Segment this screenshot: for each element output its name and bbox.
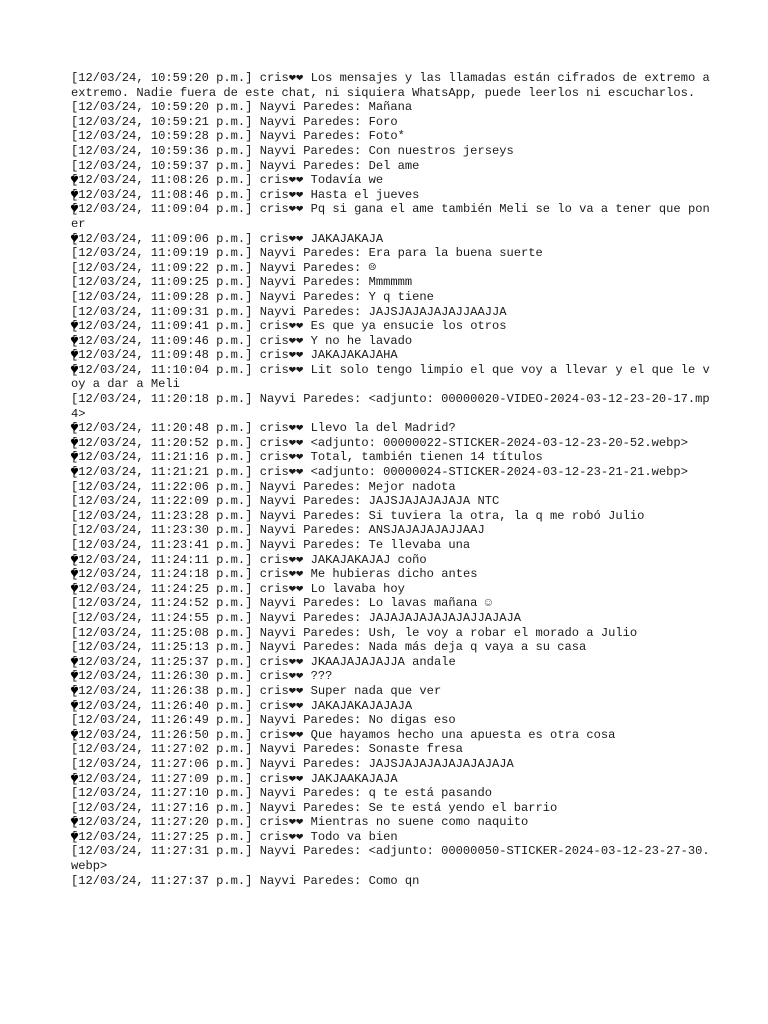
message-sender: cris❤❤ — [259, 71, 304, 85]
chat-message — [71, 246, 711, 261]
message-text: Total, también tienen 14 títulos — [310, 450, 543, 465]
chat-message — [71, 421, 711, 436]
message-timestamp: [12/03/24, 11:27:02 p.m.] — [71, 742, 253, 757]
message-timestamp: [12/03/24, 11:09:48 p.m.] — [71, 348, 253, 363]
message-sender: cris❤❤ — [259, 187, 304, 202]
chat-message — [71, 786, 711, 801]
chat-message — [71, 596, 711, 611]
chat-message — [71, 728, 711, 743]
message-sender: Nayvi Paredes: — [259, 479, 362, 494]
message-text: JAJSJAJAJAJAJA NTC — [368, 494, 500, 509]
message-sender: Nayvi Paredes: — [259, 625, 362, 640]
message-sender: Nayvi Paredes: — [259, 494, 362, 509]
message-text: Que hayamos hecho una apuesta es otra cosa — [310, 727, 616, 742]
message-sender: cris❤❤ — [259, 319, 304, 334]
message-text: Hasta el jueves — [310, 187, 420, 202]
message-sender: cris❤❤ — [259, 683, 304, 698]
chat-message — [71, 450, 711, 465]
chat-message — [71, 523, 711, 538]
message-text: <adjunto: 00000024-STICKER-2024-03-12-23-21-21.webp> — [310, 465, 688, 480]
message-text: <adjunto: 00000022-STICKER-2024-03-12-23-20-52.webp> — [310, 435, 688, 450]
message-text: JAKAJAKAJAJ coño — [310, 552, 427, 567]
message-text: q te está pasando — [368, 786, 492, 801]
heart-marker-icon — [70, 655, 79, 671]
chat-message — [71, 611, 711, 626]
message-text: JAKAJAKAJA — [310, 231, 384, 246]
message-sender: Nayvi Paredes: — [259, 289, 362, 304]
message-timestamp: [12/03/24, 11:09:19 p.m.] — [71, 246, 253, 261]
message-sender: cris❤❤ — [259, 771, 304, 786]
message-sender: Nayvi Paredes: — [259, 844, 362, 859]
message-sender: cris❤❤ — [259, 435, 304, 450]
message-sender: Nayvi Paredes: — [259, 114, 362, 129]
message-timestamp: [12/03/24, 11:20:48 p.m.] — [71, 421, 253, 436]
message-text: <adjunto: 00000020-VIDEO-2024-03-12-23-20-17.mp4> — [71, 392, 710, 421]
message-timestamp: [12/03/24, 11:21:21 p.m.] — [71, 465, 253, 480]
message-sender: cris❤❤ — [259, 581, 304, 596]
message-text: ANSJAJAJAJAJJAAJ — [368, 523, 485, 538]
message-text: Todo va bien — [310, 829, 398, 844]
message-timestamp: [12/03/24, 11:25:37 p.m.] — [71, 654, 253, 669]
chat-message — [71, 830, 711, 845]
message-text: Y no he lavado — [310, 333, 413, 348]
message-timestamp: [12/03/24, 11:27:06 p.m.] — [71, 756, 253, 771]
chat-message — [71, 319, 711, 334]
chat-message — [71, 465, 711, 480]
heart-marker-icon — [70, 699, 79, 715]
message-text: JAJSJAJAJAJAJJAAJJA — [368, 304, 507, 319]
message-timestamp: [12/03/24, 11:26:38 p.m.] — [71, 683, 253, 698]
message-timestamp: [12/03/24, 11:21:16 p.m.] — [71, 450, 253, 465]
chat-message — [71, 173, 711, 188]
message-text: Me hubieras dicho antes — [310, 567, 478, 582]
chat-message — [71, 261, 711, 276]
message-sender: Nayvi Paredes: — [259, 873, 362, 888]
message-timestamp: [12/03/24, 11:22:09 p.m.] — [71, 494, 253, 509]
heart-marker-icon — [70, 188, 79, 204]
message-text: Pq si gana el ame también Meli se lo va a tener que poner — [71, 202, 710, 231]
message-text: Es que ya ensucie los otros — [310, 319, 507, 334]
message-text: Todavía we — [310, 173, 384, 188]
chat-message — [71, 436, 711, 451]
message-text: Mejor nadota — [368, 479, 456, 494]
message-text: ??? — [310, 669, 333, 684]
message-sender: cris❤❤ — [259, 231, 304, 246]
message-sender: Nayvi Paredes: — [259, 610, 362, 625]
chat-message — [71, 553, 711, 568]
chat-message — [71, 188, 711, 203]
message-timestamp: [12/03/24, 11:24:11 p.m.] — [71, 552, 253, 567]
message-timestamp: [12/03/24, 10:59:20 p.m.] — [71, 71, 253, 85]
message-timestamp: [12/03/24, 11:08:46 p.m.] — [71, 187, 253, 202]
message-timestamp: [12/03/24, 11:26:49 p.m.] — [71, 713, 253, 728]
message-sender: Nayvi Paredes: — [259, 158, 362, 173]
chat-message — [71, 655, 711, 670]
heart-marker-icon — [70, 421, 79, 437]
message-timestamp: [12/03/24, 11:09:04 p.m.] — [71, 202, 253, 217]
chat-message — [71, 392, 711, 421]
message-sender: cris❤❤ — [259, 698, 304, 713]
message-text: Mmmmmm — [368, 275, 413, 290]
chat-message — [71, 713, 711, 728]
message-sender: Nayvi Paredes: — [259, 275, 362, 290]
chat-message — [71, 159, 711, 174]
heart-marker-icon — [70, 582, 79, 598]
chat-message — [71, 480, 711, 495]
message-timestamp: [12/03/24, 10:59:21 p.m.] — [71, 114, 253, 129]
message-sender: cris❤❤ — [259, 450, 304, 465]
message-timestamp: [12/03/24, 11:22:06 p.m.] — [71, 479, 253, 494]
message-sender: Nayvi Paredes: — [259, 143, 362, 158]
chat-message — [71, 772, 711, 787]
message-timestamp: [12/03/24, 11:09:22 p.m.] — [71, 260, 253, 275]
message-text: Super nada que ver — [310, 683, 442, 698]
message-text: JAKJAAKAJAJA — [310, 771, 398, 786]
message-text: Mientras no suene como naquito — [310, 815, 529, 830]
message-sender: cris❤❤ — [259, 333, 304, 348]
message-timestamp: [12/03/24, 11:27:16 p.m.] — [71, 800, 253, 815]
message-timestamp: [12/03/24, 11:27:09 p.m.] — [71, 771, 253, 786]
message-text: Era para la buena suerte — [368, 246, 543, 261]
message-text: ☹ — [368, 260, 376, 275]
message-sender: Nayvi Paredes: — [259, 304, 362, 319]
chat-message — [71, 100, 711, 115]
heart-marker-icon — [70, 348, 79, 364]
message-timestamp: [12/03/24, 11:09:46 p.m.] — [71, 333, 253, 348]
message-timestamp: [12/03/24, 11:09:41 p.m.] — [71, 319, 253, 334]
message-timestamp: [12/03/24, 10:59:37 p.m.] — [71, 158, 253, 173]
message-timestamp: [12/03/24, 11:20:18 p.m.] — [71, 392, 253, 407]
message-sender: cris❤❤ — [259, 421, 304, 436]
message-text: Con nuestros jerseys — [368, 143, 514, 158]
message-sender: Nayvi Paredes: — [259, 596, 362, 611]
message-sender: cris❤❤ — [259, 465, 304, 480]
message-timestamp: [12/03/24, 11:27:10 p.m.] — [71, 786, 253, 801]
message-timestamp: [12/03/24, 11:09:25 p.m.] — [71, 275, 253, 290]
message-sender: Nayvi Paredes: — [259, 392, 362, 407]
chat-message — [71, 699, 711, 714]
heart-marker-icon — [70, 450, 79, 466]
message-timestamp: [12/03/24, 11:23:41 p.m.] — [71, 538, 253, 552]
heart-marker-icon — [70, 436, 79, 452]
chat-log — [71, 71, 717, 888]
heart-marker-icon — [70, 465, 79, 481]
message-timestamp: [12/03/24, 11:27:25 p.m.] — [71, 829, 253, 844]
message-timestamp: [12/03/24, 11:24:18 p.m.] — [71, 567, 253, 582]
heart-marker-icon — [70, 830, 79, 846]
heart-marker-icon — [70, 319, 79, 335]
chat-message — [71, 567, 711, 582]
chat-message — [71, 202, 711, 231]
message-text: JAJAJAJAJAJAJAJJAJAJA — [368, 610, 521, 625]
message-text: Foro — [368, 114, 398, 129]
message-sender: Nayvi Paredes: — [259, 100, 362, 115]
message-sender: cris❤❤ — [259, 362, 304, 377]
message-sender: Nayvi Paredes: — [259, 523, 362, 538]
message-text: Llevo la del Madrid? — [310, 421, 456, 436]
message-timestamp: [12/03/24, 11:20:52 p.m.] — [71, 435, 253, 450]
message-timestamp: [12/03/24, 11:08:26 p.m.] — [71, 173, 253, 188]
heart-marker-icon — [70, 363, 79, 379]
message-timestamp: [12/03/24, 11:09:06 p.m.] — [71, 231, 253, 246]
message-sender: cris❤❤ — [259, 654, 304, 669]
chat-message — [71, 363, 711, 392]
message-sender: cris❤❤ — [259, 727, 304, 742]
chat-message — [71, 844, 711, 873]
message-timestamp: [12/03/24, 11:23:30 p.m.] — [71, 523, 253, 538]
message-sender: cris❤❤ — [259, 173, 304, 188]
message-text: <adjunto: 00000050-STICKER-2024-03-12-23-27-30.webp> — [71, 844, 710, 874]
message-text: Te llevaba una — [368, 538, 471, 552]
message-text: Si tuviera la otra, la q me robó Julio — [368, 508, 645, 523]
message-timestamp: [12/03/24, 11:09:31 p.m.] — [71, 304, 253, 319]
message-text: Como qn — [368, 873, 420, 888]
heart-marker-icon — [70, 728, 79, 744]
heart-marker-icon — [70, 684, 79, 700]
message-sender: Nayvi Paredes: — [259, 246, 362, 261]
message-sender: Nayvi Paredes: — [259, 800, 362, 815]
message-text: Lo lavaba hoy — [310, 581, 405, 596]
chat-message — [71, 115, 711, 130]
message-timestamp: [12/03/24, 11:10:04 p.m.] — [71, 362, 253, 377]
message-sender: cris❤❤ — [259, 567, 304, 582]
message-sender: Nayvi Paredes: — [259, 508, 362, 523]
chat-message — [71, 129, 711, 144]
message-sender: Nayvi Paredes: — [259, 129, 362, 144]
message-timestamp: [12/03/24, 10:59:36 p.m.] — [71, 143, 253, 158]
message-timestamp: [12/03/24, 11:27:20 p.m.] — [71, 815, 253, 830]
message-text: Lo lavas mañana ☺ — [368, 596, 492, 611]
heart-marker-icon — [70, 567, 79, 583]
message-text: JAKAJAKAJAJAJA — [310, 698, 413, 713]
heart-marker-icon — [70, 173, 79, 189]
message-sender: cris❤❤ — [259, 348, 304, 363]
chat-message — [71, 640, 711, 655]
chat-message — [71, 305, 711, 320]
chat-message — [71, 334, 711, 349]
message-text: Foto* — [368, 129, 405, 144]
heart-marker-icon — [70, 232, 79, 248]
message-text: Lit solo tengo limpio el que voy a llevar y el que le voy a dar a Meli — [71, 362, 710, 392]
chat-message — [71, 684, 711, 699]
message-sender: cris❤❤ — [259, 552, 304, 567]
message-sender: Nayvi Paredes: — [259, 756, 362, 771]
message-text: Y q tiene — [368, 289, 434, 304]
message-timestamp: [12/03/24, 11:24:55 p.m.] — [71, 610, 253, 625]
message-sender: Nayvi Paredes: — [259, 260, 362, 275]
message-sender: Nayvi Paredes: — [259, 742, 362, 757]
message-text: Del ame — [368, 158, 420, 173]
message-sender: cris❤❤ — [259, 669, 304, 684]
heart-marker-icon — [70, 553, 79, 569]
message-text: Se te está yendo el barrio — [368, 800, 558, 815]
chat-message — [71, 582, 711, 597]
message-sender: cris❤❤ — [259, 829, 304, 844]
message-timestamp: [12/03/24, 11:23:28 p.m.] — [71, 508, 253, 523]
message-timestamp: [12/03/24, 11:24:25 p.m.] — [71, 581, 253, 596]
message-sender: Nayvi Paredes: — [259, 538, 362, 552]
chat-message — [71, 815, 711, 830]
message-timestamp: [12/03/24, 11:25:13 p.m.] — [71, 640, 253, 655]
heart-marker-icon — [70, 815, 79, 831]
chat-message — [71, 626, 711, 641]
heart-marker-icon — [70, 202, 79, 218]
message-timestamp: [12/03/24, 11:27:31 p.m.] — [71, 844, 253, 859]
chat-message — [71, 757, 711, 772]
message-timestamp: [12/03/24, 11:26:50 p.m.] — [71, 727, 253, 742]
message-text: Los mensajes y las llamadas están cifrados de extremo a extremo. Nadie fuera de este chat, ni siquiera WhatsApp, puede leerlos ni escucharlos. — [71, 71, 717, 100]
message-text: Mañana — [368, 100, 413, 115]
message-sender: Nayvi Paredes: — [259, 640, 362, 655]
chat-message — [71, 275, 711, 290]
message-text: No digas eso — [368, 713, 456, 728]
message-text: Ush, le voy a robar el morado a Julio — [368, 625, 638, 640]
chat-message — [71, 290, 711, 305]
message-timestamp: [12/03/24, 10:59:20 p.m.] — [71, 100, 253, 115]
message-timestamp: [12/03/24, 11:26:30 p.m.] — [71, 669, 253, 684]
message-sender: cris❤❤ — [259, 815, 304, 830]
heart-marker-icon — [70, 334, 79, 350]
chat-message — [71, 71, 717, 100]
chat-message — [71, 348, 711, 363]
chat-message — [71, 144, 711, 159]
heart-marker-icon — [70, 772, 79, 788]
chat-message — [71, 538, 711, 553]
message-timestamp: [12/03/24, 11:09:28 p.m.] — [71, 289, 253, 304]
chat-message — [71, 801, 711, 816]
message-sender: Nayvi Paredes: — [259, 713, 362, 728]
chat-message — [71, 509, 711, 524]
chat-message — [71, 874, 711, 889]
message-text: JAKAJAKAJAHA — [310, 348, 398, 363]
heart-marker-icon — [70, 669, 79, 685]
message-text: Sonaste fresa — [368, 742, 463, 757]
message-timestamp: [12/03/24, 11:25:08 p.m.] — [71, 625, 253, 640]
message-sender: cris❤❤ — [259, 202, 304, 217]
message-timestamp: [12/03/24, 11:26:40 p.m.] — [71, 698, 253, 713]
message-timestamp: [12/03/24, 11:24:52 p.m.] — [71, 596, 253, 611]
message-timestamp: [12/03/24, 11:27:37 p.m.] — [71, 873, 253, 888]
message-text: Nada más deja q vaya a su casa — [368, 640, 587, 655]
message-timestamp: [12/03/24, 10:59:28 p.m.] — [71, 129, 253, 144]
chat-message — [71, 232, 711, 247]
message-sender: Nayvi Paredes: — [259, 786, 362, 801]
message-text: JKAAJAJAJAJJA andale — [310, 654, 456, 669]
message-text: JAJSJAJAJAJAJAJAJAJA — [368, 756, 514, 771]
chat-message — [71, 494, 711, 509]
chat-message — [71, 669, 711, 684]
chat-message — [71, 742, 711, 757]
